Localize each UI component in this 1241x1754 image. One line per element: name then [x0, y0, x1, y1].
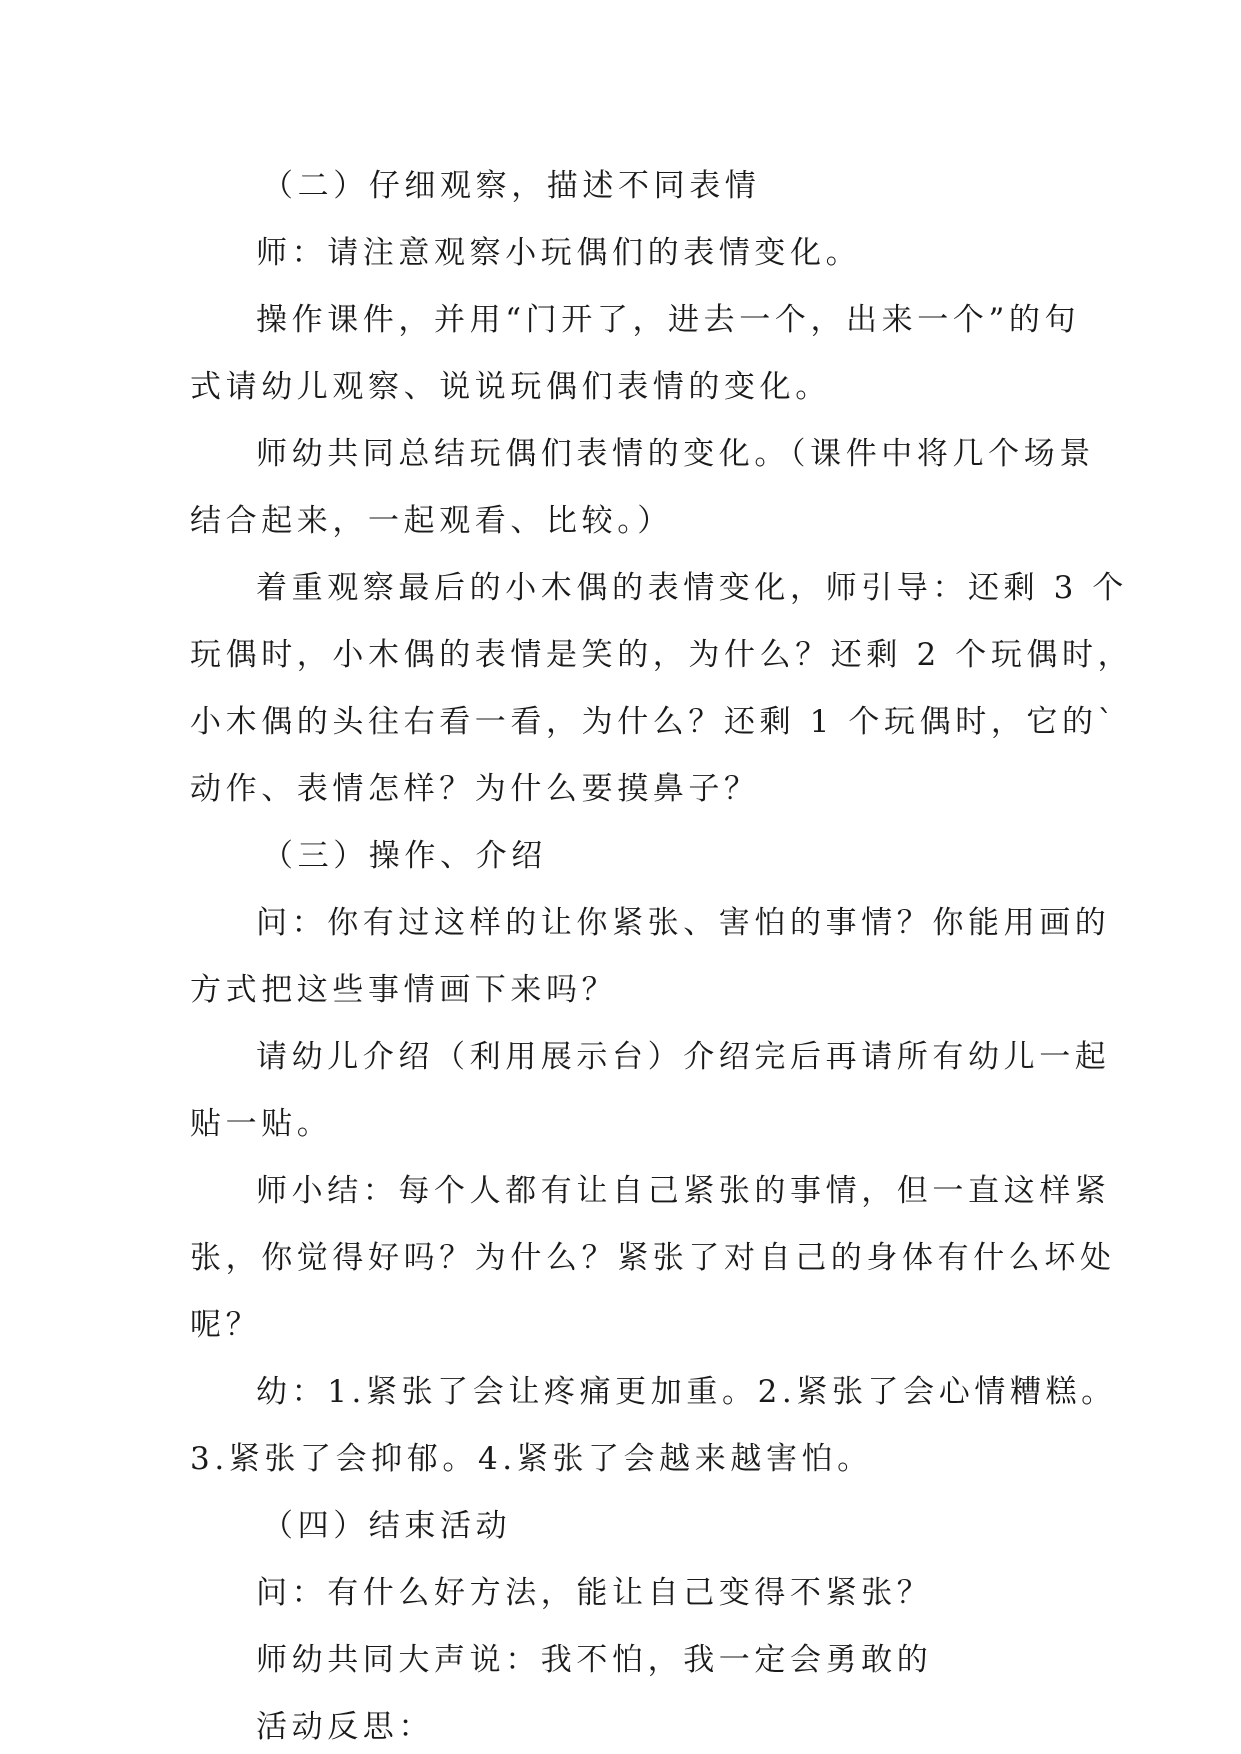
paragraph-line: 请幼儿介绍（利用展示台）介绍完后再请所有幼儿一起 — [256, 1039, 1111, 1075]
section-heading-2: （二）仔细观察，描述不同表情 — [262, 168, 761, 204]
paragraph-line: 操作课件，并用“门开了，进去一个，出来一个”的句 — [256, 302, 1081, 338]
paragraph-line: 活动反思： — [256, 1709, 434, 1745]
paragraph-line: 师小结：每个人都有让自己紧张的事情，但一直这样紧 — [256, 1173, 1111, 1209]
paragraph-line: 玩偶时，小木偶的表情是笑的，为什么？还剩 2 个玩偶时， — [190, 637, 1134, 673]
paragraph-line: 着重观察最后的小木偶的表情变化，师引导：还剩 3 个 — [256, 570, 1129, 606]
paragraph-line: 动作、表情怎样？为什么要摸鼻子？ — [190, 771, 760, 807]
paragraph-line: 师：请注意观察小玩偶们的表情变化。 — [256, 235, 862, 271]
paragraph-line: 幼：1.紧张了会让疼痛更加重。2.紧张了会心情糟糕。 — [256, 1374, 1117, 1410]
paragraph-line: 张，你觉得好吗？为什么？紧张了对自己的身体有什么坏处 — [190, 1240, 1116, 1276]
paragraph-line: 方式把这些事情画下来吗？ — [190, 972, 618, 1008]
paragraph-line: 呢？ — [190, 1307, 262, 1343]
section-heading-4: （四）结束活动 — [262, 1508, 512, 1544]
paragraph-line: 小木偶的头往右看一看，为什么？还剩 1 个玩偶时，它的` — [190, 704, 1118, 740]
paragraph-line: 师幼共同总结玩偶们表情的变化。（课件中将几个场景 — [256, 436, 1095, 472]
paragraph-line: 贴一贴。 — [190, 1106, 333, 1142]
paragraph-line: 师幼共同大声说：我不怕，我一定会勇敢的 — [256, 1642, 933, 1678]
paragraph-line: 问：有什么好方法，能让自己变得不紧张？ — [256, 1575, 933, 1611]
section-heading-3: （三）操作、介绍 — [262, 838, 547, 874]
paragraph-line: 结合起来，一起观看、比较。） — [190, 503, 673, 539]
paragraph-line: 式请幼儿观察、说说玩偶们表情的变化。 — [190, 369, 831, 405]
paragraph-line: 3.紧张了会抑郁。4.紧张了会越来越害怕。 — [190, 1441, 873, 1477]
paragraph-line: 问：你有过这样的让你紧张、害怕的事情？你能用画的 — [256, 905, 1111, 941]
